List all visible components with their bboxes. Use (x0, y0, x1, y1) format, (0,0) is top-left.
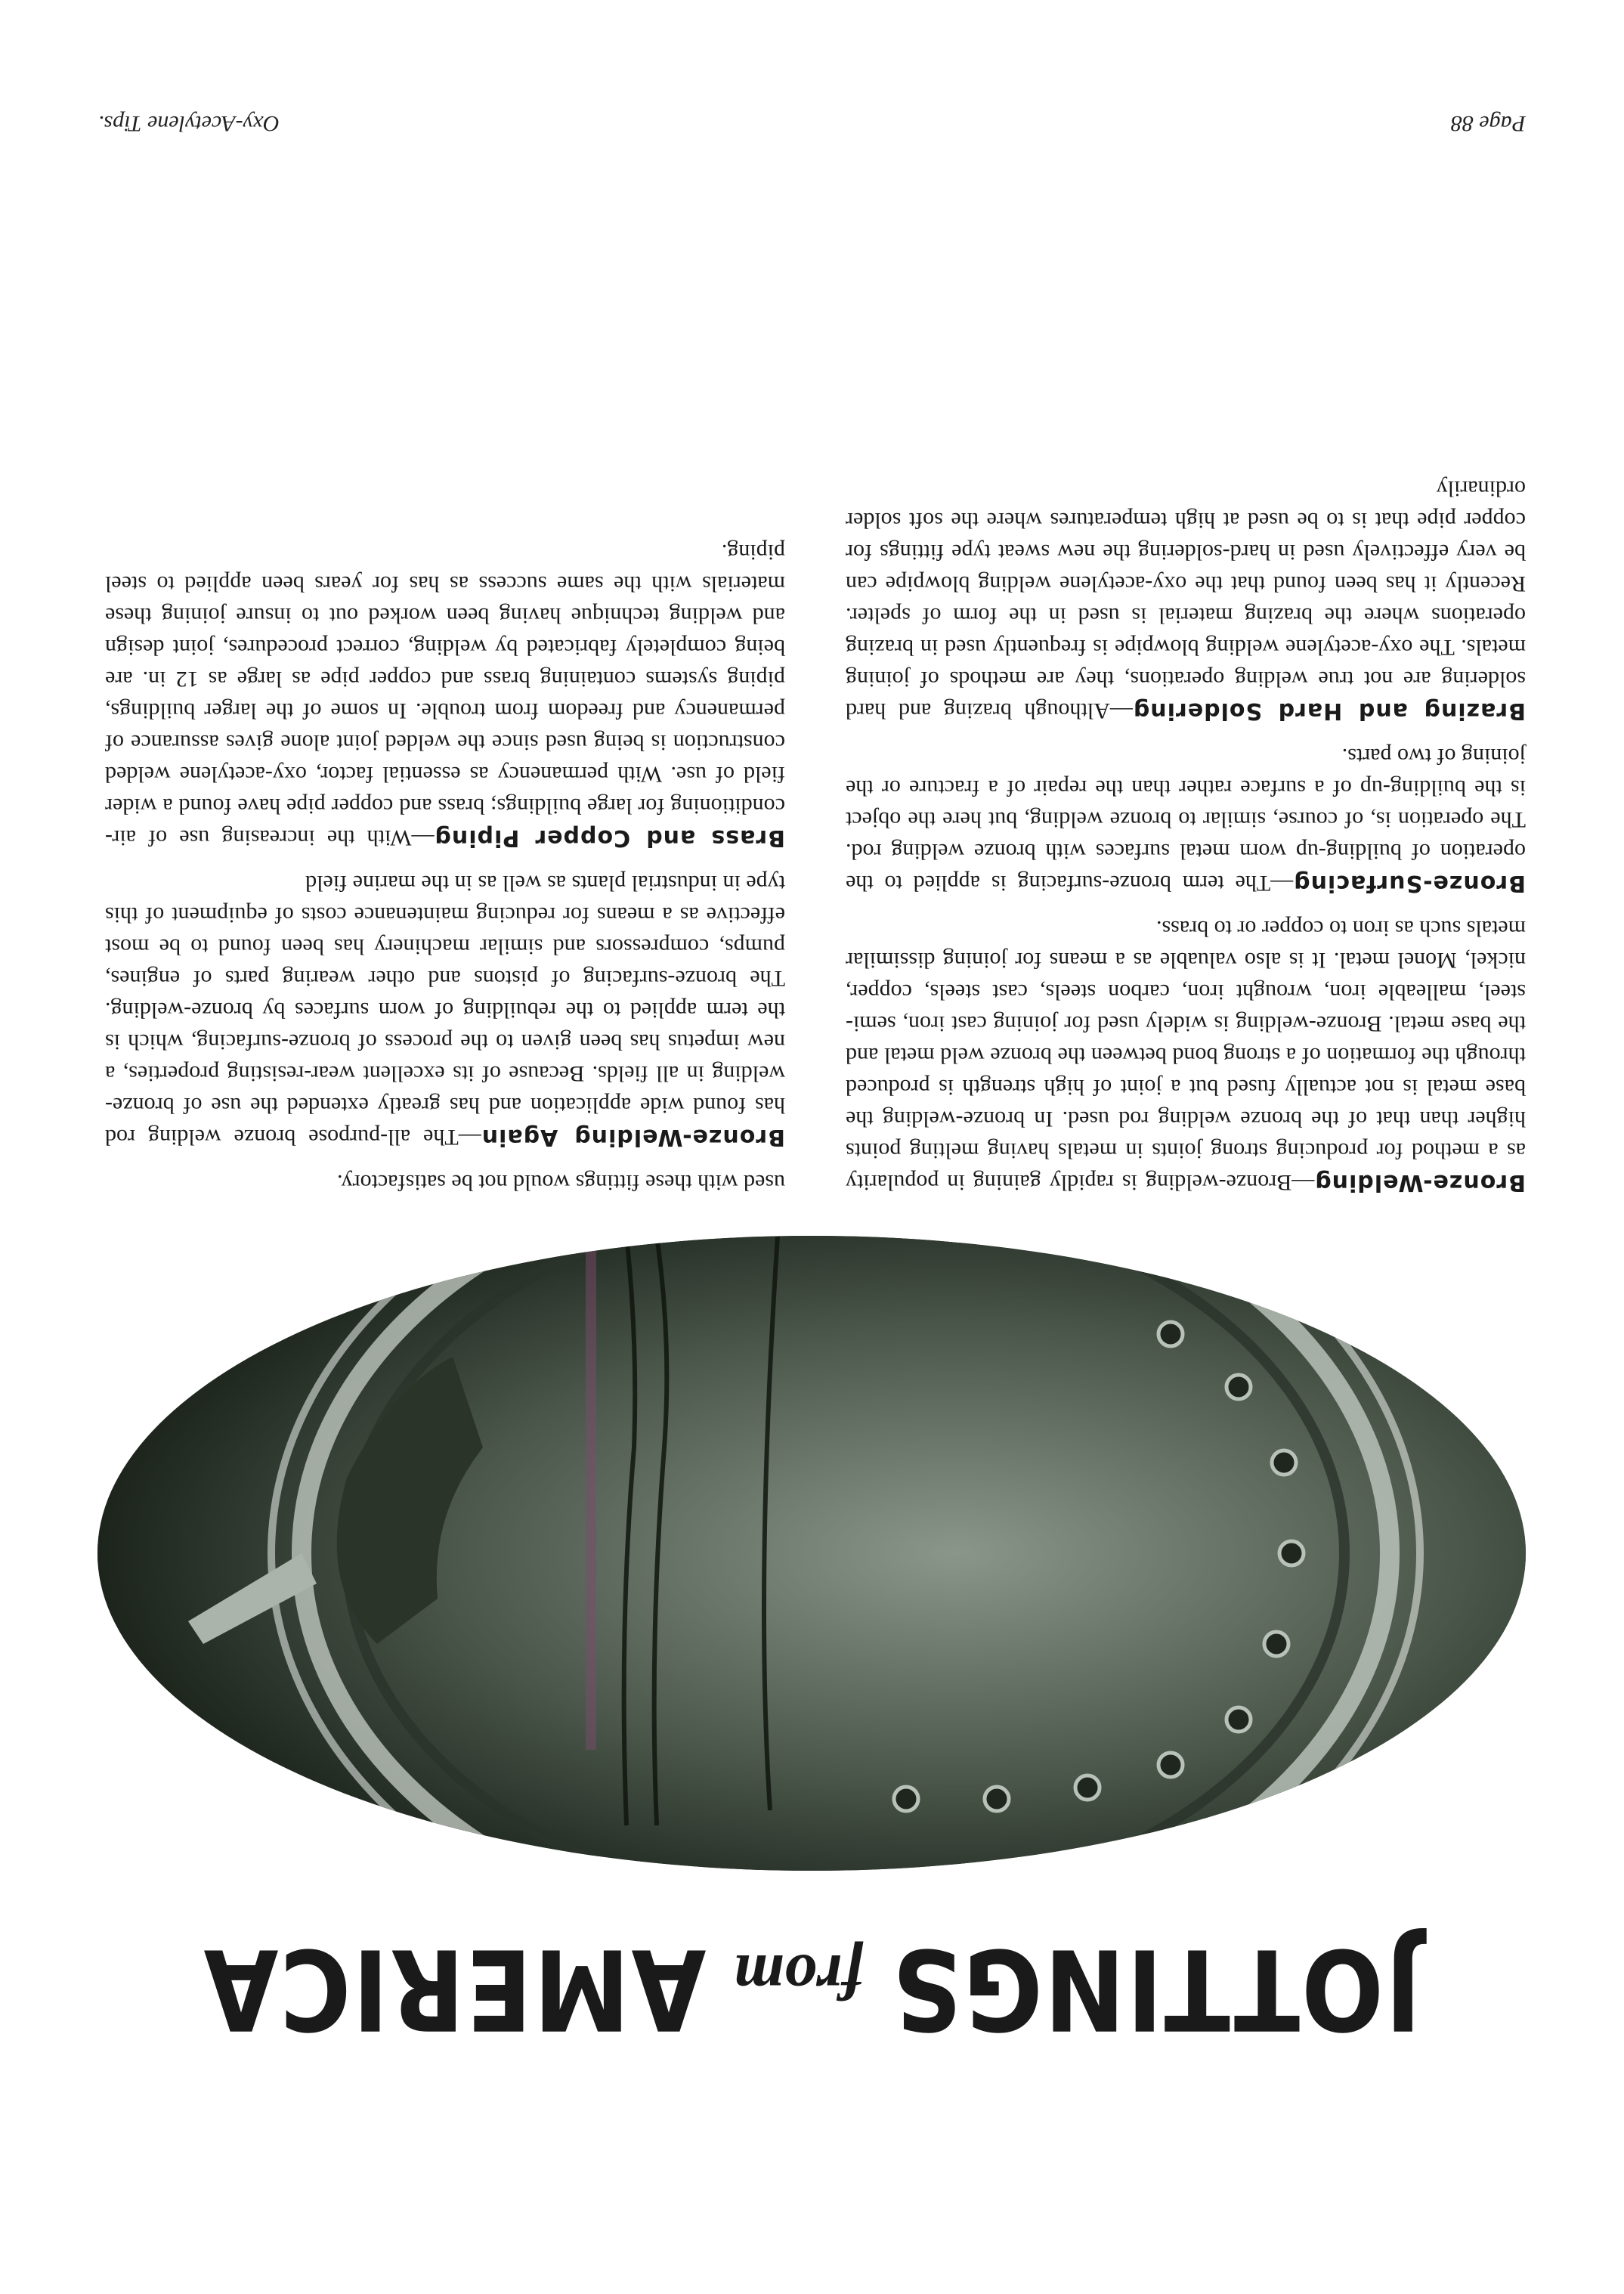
welding-photo (97, 1236, 1526, 1871)
text-bronze-welding-again: —The all-purpose bronze welding rod has found wide application and has greatly extended the use of bronze-welding in all fields. Because of its excellent wear-resisting properties, a new impetus has been given to the process of bronze-surfacing, which is the term applied to the rebuilding of worn surfaces by bronze-welding. The bronze-surfacing of pistons and other wearing parts of engines, pumps, compressors and similar machinery has been found to be most effective as a means for reducing maintenance costs of equipment of this type in industrial plants as well as in the marine field (104, 871, 785, 1150)
paragraph-bronze-welding (846, 912, 1526, 1198)
heading-bronze-surfacing: Bronze-Surfacing (1293, 870, 1526, 896)
text-bronze-surfacing: —The term bronze-surfacing is applied to the operation of building-up worn metal surfaces with bronze welding rod. The operation is, of course, similar to bronze welding, but here the object is the building-up of a surface rather than the repair of a fracture or the joining of two parts. (846, 744, 1526, 896)
column-right (105, 522, 785, 1198)
paragraph-brass-copper (105, 536, 785, 853)
title-word-from: from (733, 1941, 864, 2014)
title-word-america: AMERICA (202, 1923, 707, 2054)
article-title (188, 1923, 1435, 2054)
heading-bronze-welding: Bronze-Welding (1314, 1169, 1526, 1196)
heading-bronze-welding-again: Bronze-Welding Again (481, 1124, 785, 1150)
text-brazing: —Although brazing and hard soldering are not true welding operations, they are methods of joining metals. The oxy-acetylene welding blowpipe is frequently used in brazing operations where the brazing material is used in the form of spelter. Recently it has been found that the oxy-acetylene welding blowpipe can be very effectively used in hard-soldering the new sweat type fittings for copper pipe that is to be used at high temperatures where the soft solder ordinarily (846, 476, 1526, 723)
text-brass-copper: —With the increasing use of air-conditioning for large buildings; brass and copper pipe have found a wider field of use. With permanency as essential factor, oxy-acetylene welded construction is being used since the welded joint alone gives assurance of permanency and freedom from trouble. In some of the larger buildings, piping systems containing brass and copper pipe as large as 12 in. are being completely fabricated by welding, correct procedures, joint design and welding technique having been worked out to insure joining these materials with the same success as has for years been applied to steel piping. (105, 540, 785, 850)
heading-brass-copper: Brass and Copper Piping (434, 825, 785, 851)
title-word-jottings: JOTTINGS (890, 1923, 1421, 2054)
text-continuation: used with these fittings would not be satisfactory. (337, 1170, 785, 1195)
paragraph-bronze-welding-again (105, 867, 785, 1153)
heading-brazing: Brazing and Hard Soldering (1132, 698, 1526, 724)
text-bronze-welding: —Bronze-welding is rapidly gaining in popularity as a method for producing strong joints in metals having melting points higher than that of the bronze welding rod used. In bronze-welding the base metal is not actually fused but a joint of high strength is produced through the formation of a strong bond between the bronze weld metal and the base metal. Bronze-welding is widely used for joining cast iron, semi-steel, malleable iron, wrought iron, carbon steels, cast steels, copper, nickel, Monel metal. It is also valuable as a means for joining dissimilar metals such as iron to copper or to brass. (846, 916, 1526, 1195)
welding-photo-icon (97, 1236, 1526, 1871)
column-left (846, 459, 1526, 1198)
paragraph-continuation (105, 1166, 785, 1198)
publication-name: Oxy-Acetylene Tips. (98, 111, 280, 136)
page-number: Page 88 (1450, 111, 1526, 136)
paragraph-bronze-surfacing (846, 740, 1526, 899)
paragraph-brazing (846, 472, 1526, 726)
